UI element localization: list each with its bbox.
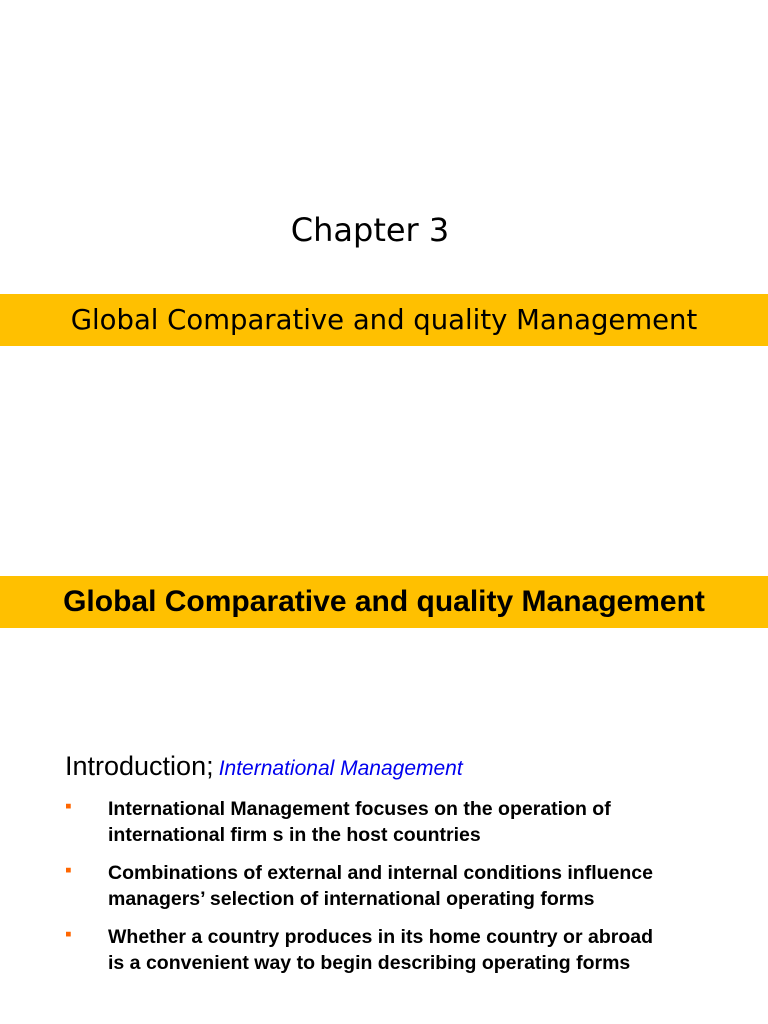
bullet-text-line: Combinations of external and internal conditions influence [108, 862, 653, 884]
bullet-text-line: International Management focuses on the operation of [108, 798, 611, 820]
slide1-title: Global Comparative and quality Management [70, 304, 698, 336]
list-item [65, 924, 745, 976]
bullet-list [65, 796, 745, 988]
bullet-text-line: Whether a country produces in its home country or abroad [108, 926, 653, 948]
introduction-label: Introduction [65, 751, 207, 781]
slide2-title: Global Comparative and quality Management [63, 585, 705, 618]
chapter-heading: Chapter 3 [290, 211, 450, 249]
introduction-separator: ; [206, 751, 214, 781]
introduction-subtitle: International Management [218, 757, 463, 780]
list-item [65, 860, 745, 912]
bullet-text-line: is a convenient way to begin describing operating forms [108, 952, 631, 974]
bullet-text-line: managers’ selection of international operating forms [108, 888, 595, 910]
list-item [65, 796, 745, 848]
introduction-heading [65, 748, 463, 788]
bullet-square-icon: ▪ [65, 860, 72, 881]
bullet-square-icon: ▪ [65, 796, 72, 817]
bullet-square-icon: ▪ [65, 924, 72, 945]
slide1-title-banner [0, 294, 768, 346]
slide2-title-banner [0, 576, 768, 628]
bullet-text-line: international firm s in the host countries [108, 824, 481, 846]
